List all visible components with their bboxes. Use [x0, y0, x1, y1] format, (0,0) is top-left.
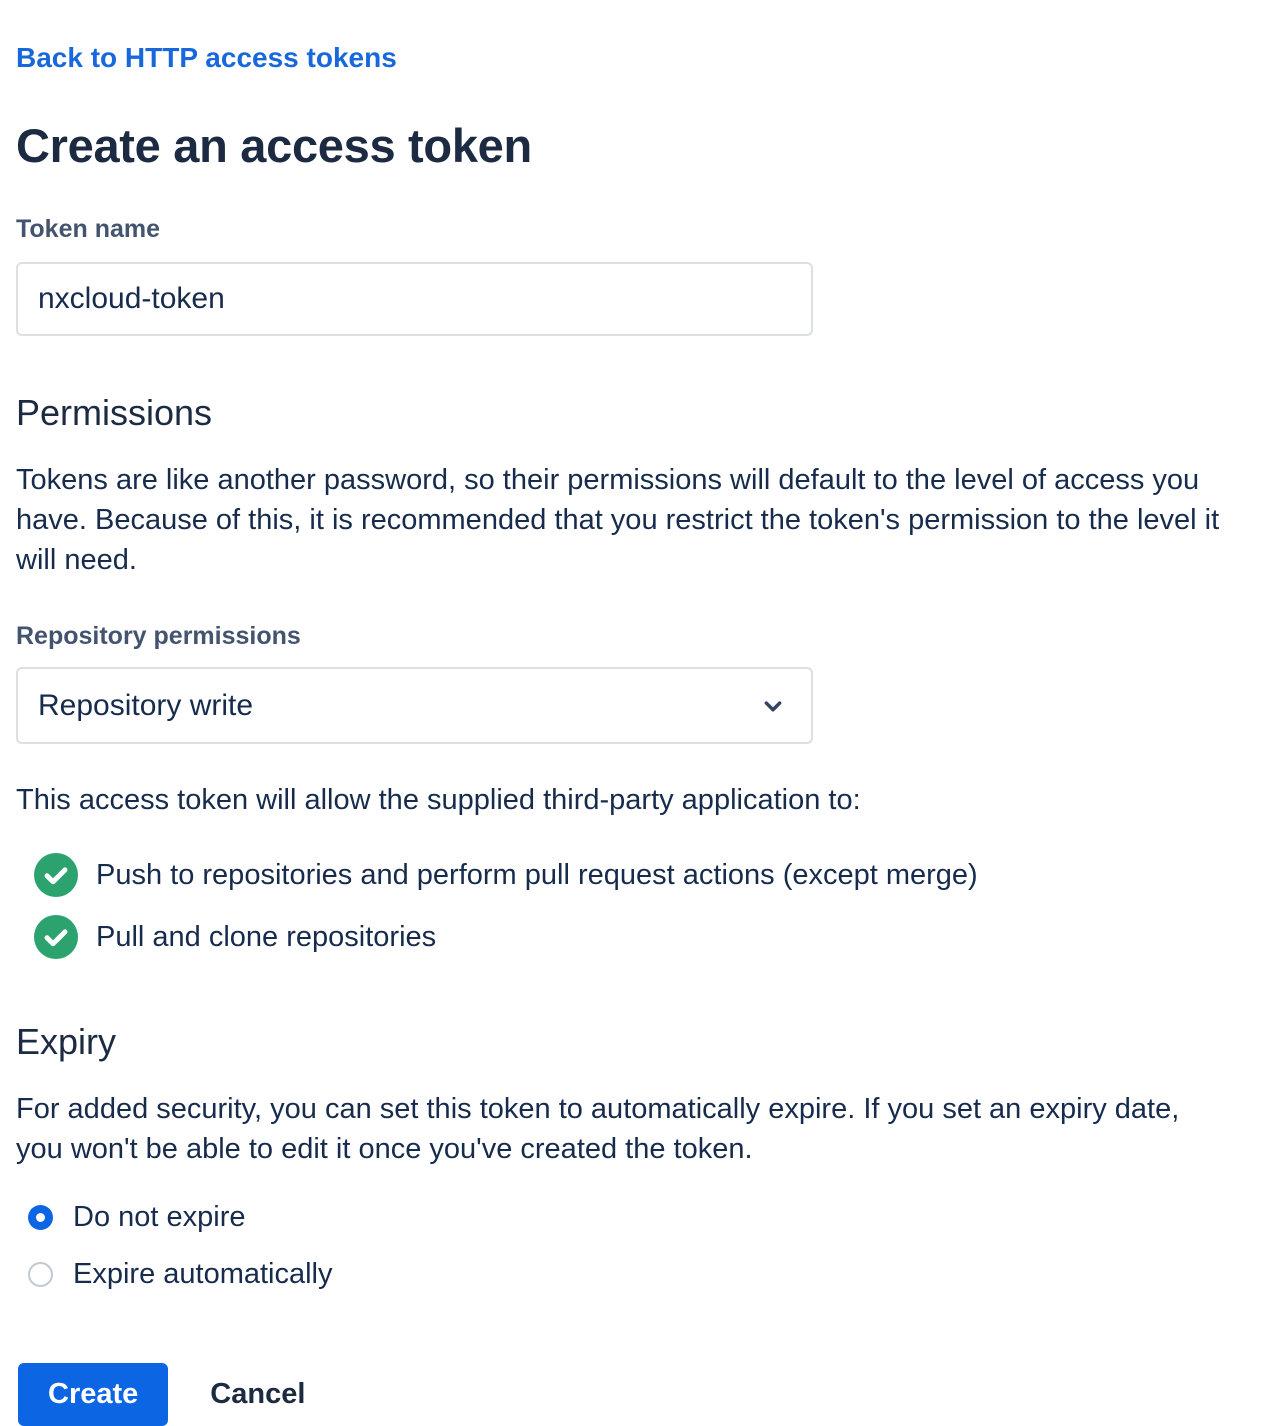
- granted-permission-label: Pull and clone repositories: [96, 920, 437, 953]
- check-circle-icon: [34, 915, 78, 959]
- expiry-option-do-not-expire[interactable]: [28, 1201, 1258, 1234]
- permissions-heading: Permissions: [16, 392, 213, 433]
- token-name-label: Token name: [16, 215, 161, 243]
- cancel-button[interactable]: Cancel: [210, 1378, 306, 1410]
- page-title: Create an access token: [16, 119, 532, 172]
- expiry-description: For added security, you can set this token to automatically expire. If you set an expiry date, you won't be able to edit it once you've created the token.: [16, 1093, 1180, 1165]
- granted-permissions-list: [16, 853, 1258, 959]
- granted-permission-row: [34, 915, 1258, 959]
- radio-unselected-icon[interactable]: [28, 1262, 53, 1287]
- expiry-radio-group: [16, 1201, 1258, 1291]
- granted-permission-row: [34, 853, 1258, 897]
- expiry-option-label: Expire automatically: [73, 1258, 333, 1290]
- permissions-description: Tokens are like another password, so their permissions will default to the level of access you have. Because of this, it is recommended that you restrict the token's permission to the level it will need.: [16, 464, 1220, 576]
- form-actions: [16, 1363, 1258, 1426]
- token-name-input[interactable]: [16, 262, 813, 336]
- back-to-http-access-tokens-link[interactable]: Back to HTTP access tokens: [16, 42, 397, 73]
- expiry-option-expire-automatically[interactable]: [28, 1258, 1258, 1291]
- repository-permissions-label: Repository permissions: [16, 622, 301, 650]
- access-token-allow-intro: This access token will allow the supplied third-party application to:: [16, 784, 861, 816]
- repository-permissions-select[interactable]: [16, 667, 813, 744]
- granted-permission-label: Push to repositories and perform pull request actions (except merge): [96, 858, 978, 891]
- repository-permissions-selected-value: Repository write: [38, 688, 254, 722]
- chevron-down-icon: [757, 690, 789, 722]
- expiry-heading: Expiry: [16, 1021, 117, 1062]
- radio-selected-icon[interactable]: [28, 1205, 53, 1230]
- expiry-option-label: Do not expire: [73, 1201, 246, 1233]
- check-circle-icon: [34, 853, 78, 897]
- create-button[interactable]: Create: [18, 1363, 168, 1426]
